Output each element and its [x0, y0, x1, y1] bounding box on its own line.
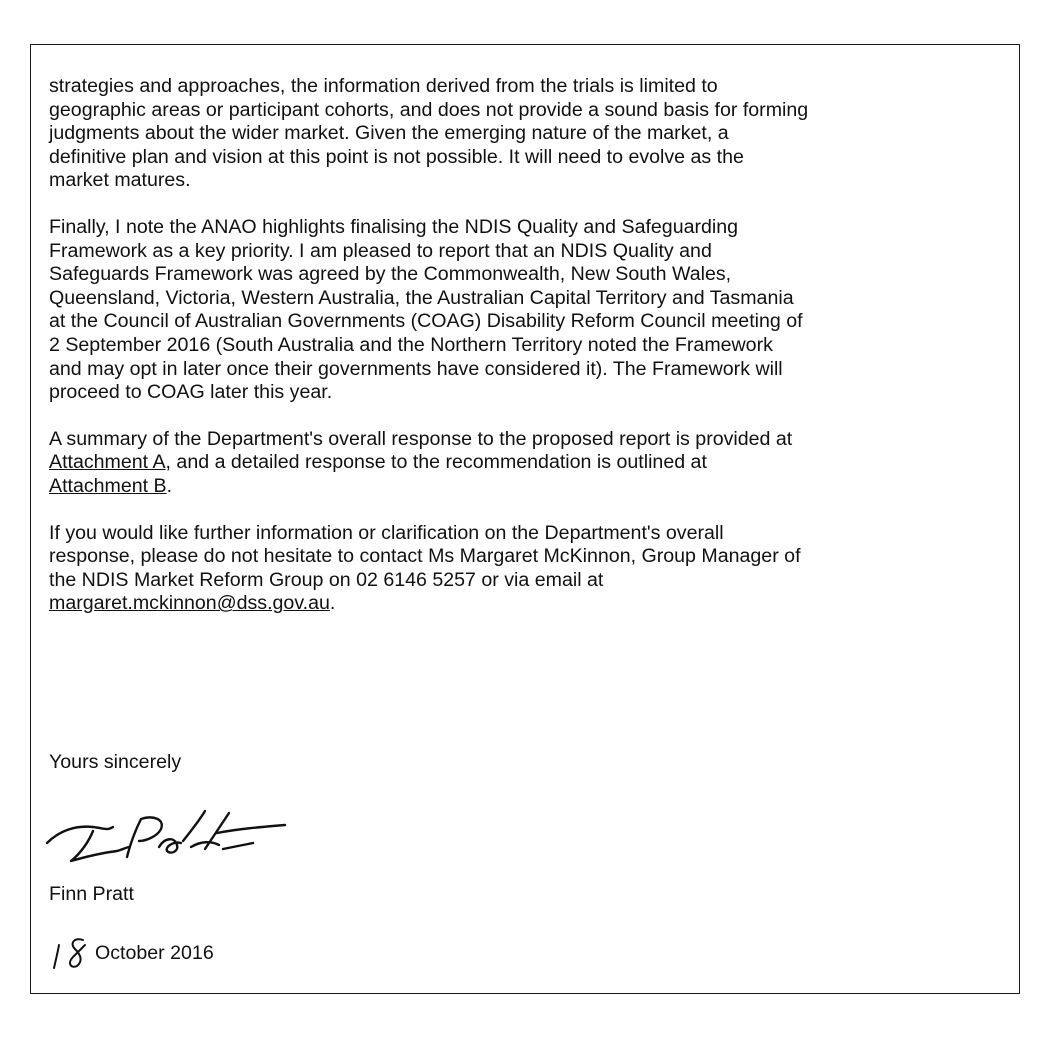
text-line: the NDIS Market Reform Group on 02 6146 5257 or via email at	[49, 568, 604, 591]
paragraph-quality-framework	[49, 216, 1009, 405]
date-text: October 2016	[95, 941, 214, 964]
closing-salutation: Yours sincerely	[49, 751, 182, 773]
text-line	[49, 592, 1009, 616]
signer-name: Finn Pratt	[49, 883, 134, 905]
text-line: If you would like further information or clarification on the Department's overall	[49, 521, 724, 544]
text-fragment: .	[166, 474, 173, 497]
email-link[interactable]: margaret.mckinnon@dss.gov.au	[49, 592, 330, 615]
text-line: and may opt in later once their governments have considered it). The Framework will	[49, 357, 783, 380]
letter-frame	[30, 44, 1020, 994]
text-line: response, please do not hesitate to contact Ms Margaret McKinnon, Group Manager of	[49, 545, 801, 568]
paragraph-market-strategies	[49, 75, 1009, 193]
paragraph-summary-attachments	[49, 428, 1009, 499]
handwritten-day-numeral	[49, 935, 93, 971]
paragraph-contact	[49, 522, 1009, 616]
letter-date	[49, 935, 214, 971]
text-line: Framework as a key priority. I am pleased to report that an NDIS Quality and	[49, 239, 712, 262]
text-line: proceed to COAG later this year.	[49, 381, 333, 404]
text-line: geographic areas or participant cohorts, and does not provide a sound basis for forming	[49, 98, 809, 121]
letter-body	[49, 75, 1009, 639]
text-line: Finally, I note the ANAO highlights finalising the NDIS Quality and Safeguarding	[49, 215, 739, 238]
text-line: at the Council of Australian Governments (COAG) Disability Reform Council meeting of	[49, 310, 803, 333]
text-line	[49, 451, 1009, 475]
text-fragment: .	[329, 592, 336, 615]
text-line: A summary of the Department's overall response to the proposed report is provided at	[49, 427, 793, 450]
text-line: 2 September 2016 (South Australia and the Northern Territory noted the Framework	[49, 333, 773, 356]
text-line: market matures.	[49, 169, 191, 192]
text-line: strategies and approaches, the information derived from the trials is limited to	[49, 75, 718, 97]
text-line: judgments about the wider market. Given the emerging nature of the market, a	[49, 122, 729, 145]
text-fragment: , and a detailed response to the recommendation is outlined at	[165, 451, 707, 474]
attachment-b-reference: Attachment B	[49, 474, 167, 497]
text-line: Queensland, Victoria, Western Australia, the Australian Capital Territory and Tasmania	[49, 286, 794, 309]
text-line: Safeguards Framework was agreed by the Commonwealth, New South Wales,	[49, 263, 732, 286]
text-line	[49, 475, 1009, 499]
attachment-a-reference: Attachment A	[49, 451, 166, 474]
handwritten-signature	[41, 801, 291, 871]
text-line: definitive plan and vision at this point is not possible. It will need to evolve as the	[49, 145, 744, 168]
